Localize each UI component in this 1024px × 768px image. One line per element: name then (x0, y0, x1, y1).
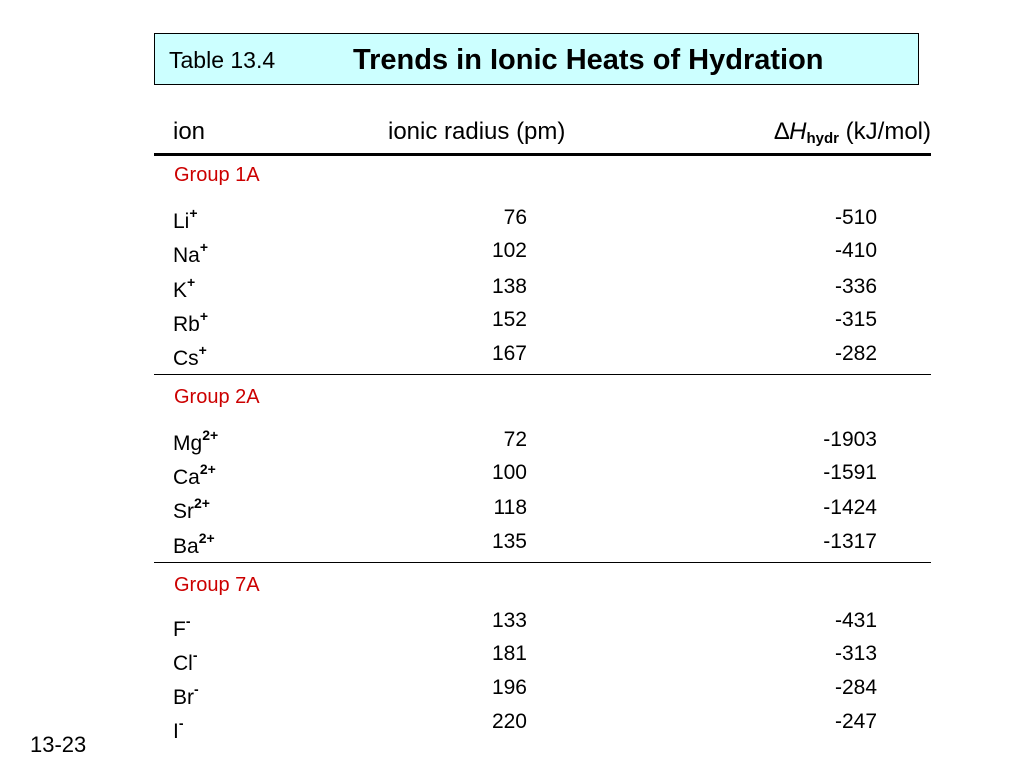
heat-cell: -315 (834, 308, 877, 331)
radius-cell: 133 (491, 609, 527, 632)
ion-symbol: Ba (173, 535, 199, 558)
group-label: Group 7A (174, 574, 260, 596)
ion-symbol: Cs (173, 347, 199, 370)
ion-charge: - (178, 715, 184, 731)
ion-charge: 2+ (199, 461, 216, 477)
radius-cell: 76 (503, 206, 527, 229)
heat-cell: -284 (834, 676, 877, 699)
radius-cell: 138 (491, 275, 527, 298)
group-divider (154, 562, 931, 563)
heat-cell: -1903 (823, 428, 877, 451)
ion-cell (173, 532, 215, 559)
heat-cell: -410 (834, 239, 877, 262)
ion-symbol: I (173, 720, 179, 743)
ion-symbol: Li (173, 210, 190, 233)
delta-symbol: ∆ (774, 118, 790, 145)
radius-cell: 181 (491, 642, 527, 665)
group-label: Group 1A (174, 164, 260, 186)
ion-symbol: Na (173, 244, 200, 267)
ion-cell (173, 615, 191, 642)
ion-charge: 2+ (198, 530, 215, 546)
heat-cell: -1591 (823, 461, 877, 484)
hydr-subscript: hydr (806, 130, 839, 147)
radius-cell: 118 (493, 496, 527, 519)
ion-symbol: Mg (173, 432, 203, 455)
ion-cell (173, 207, 198, 234)
ion-charge: + (187, 274, 196, 290)
slide-number: 13-23 (30, 732, 87, 757)
ion-cell (173, 276, 195, 303)
radius-cell: 100 (491, 461, 527, 484)
radius-cell: 196 (491, 676, 527, 699)
ion-symbol: Sr (173, 500, 194, 523)
unit-label: (kJ/mol) (839, 118, 931, 145)
ion-charge: + (198, 342, 207, 358)
heat-cell: -1424 (823, 496, 877, 519)
ion-charge: + (199, 308, 209, 324)
ion-cell (173, 241, 208, 268)
heat-cell: -282 (834, 342, 877, 365)
table-title-box (154, 33, 919, 85)
ion-symbol: K (173, 279, 188, 302)
heat-cell: -1317 (823, 530, 877, 553)
header-ion: ion (173, 118, 206, 145)
ion-cell (173, 310, 208, 337)
enthalpy-symbol: H (789, 118, 807, 145)
ion-cell (173, 463, 216, 490)
header-ionic-radius: ionic radius (pm) (388, 118, 566, 145)
ion-symbol: F (173, 618, 186, 641)
heat-cell: -336 (834, 275, 877, 298)
group-label: Group 2A (174, 386, 260, 408)
ion-charge: + (199, 239, 209, 255)
ion-charge: - (194, 681, 199, 697)
ion-symbol: Rb (173, 313, 200, 336)
ion-charge: - (185, 613, 191, 629)
radius-cell: 102 (491, 239, 527, 262)
ion-cell (173, 344, 207, 371)
heat-cell: -247 (834, 710, 877, 733)
ion-charge: + (189, 205, 198, 221)
header-divider (154, 153, 931, 156)
ion-cell (173, 497, 210, 524)
heat-cell: -510 (834, 206, 877, 229)
ion-charge: - (192, 647, 198, 663)
radius-cell: 72 (503, 428, 527, 451)
radius-cell: 220 (491, 710, 527, 733)
radius-cell: 167 (491, 342, 527, 365)
radius-cell: 135 (491, 530, 527, 553)
ion-cell (173, 649, 198, 676)
header-heat-of-hydration (774, 118, 931, 147)
ion-cell (173, 683, 199, 710)
group-divider (154, 374, 931, 375)
ion-cell (173, 717, 184, 744)
ion-charge: 2+ (194, 495, 210, 511)
ion-symbol: Cl (173, 652, 193, 675)
table-title: Trends in Ionic Heats of Hydration (353, 44, 824, 76)
heat-cell: -431 (834, 609, 877, 632)
ion-symbol: Br (173, 686, 194, 709)
table-number: Table 13.4 (169, 47, 276, 73)
radius-cell: 152 (491, 308, 527, 331)
ion-charge: 2+ (202, 427, 219, 443)
heat-cell: -313 (834, 642, 877, 665)
ion-symbol: Ca (173, 466, 200, 489)
ion-cell (173, 429, 218, 456)
